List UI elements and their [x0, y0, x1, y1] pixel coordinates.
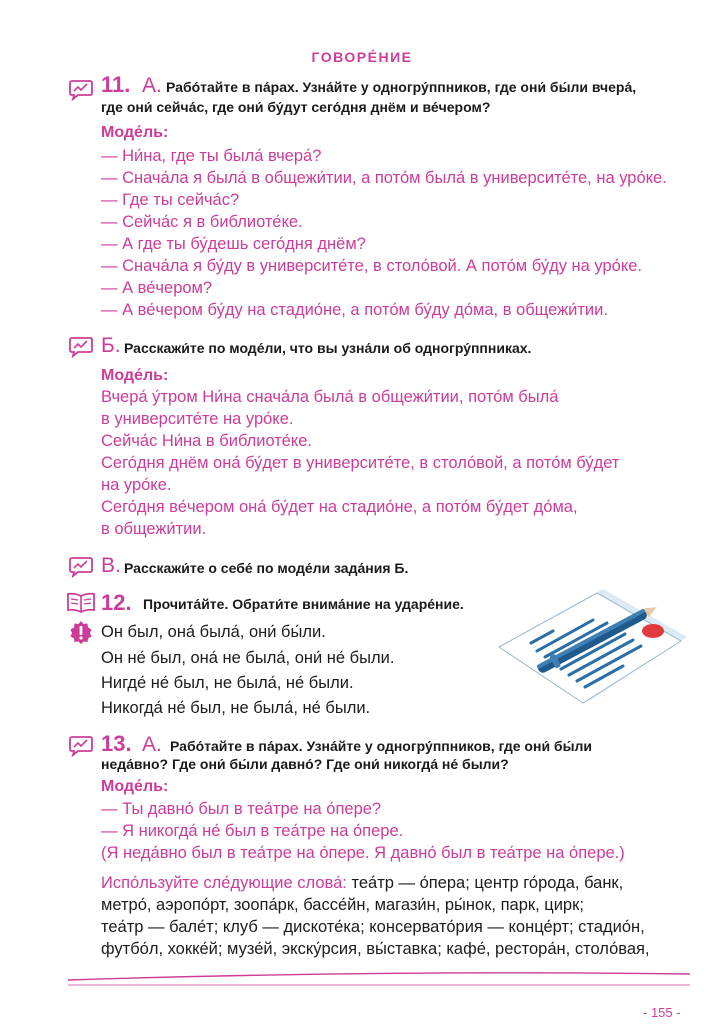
words-line: метро́, аэропо́рт, зоопа́рк, бассе́йн, магази́н, ры́нок, парк, цирк; — [101, 896, 584, 914]
task-13-instruction-line-1: Рабо́тайте в па́рах. Узна́йте у одногру́ппников, где они́ бы́ли — [170, 738, 593, 754]
dialog-line: — Я никогда́ не́ был в теа́тре на о́пере. — [101, 822, 404, 840]
model-text-line: на уро́ке. — [101, 476, 172, 494]
chat-chart-icon — [68, 79, 94, 101]
dialog-line: (Я неда́вно был в теа́тре на о́пере. Я давно́ был в теа́тре на о́пере.) — [101, 844, 625, 862]
task-11-part-b-model-label: Моде́ль: — [101, 367, 169, 384]
dialog-line: — Где ты сейча́с? — [101, 191, 240, 209]
dialog-line: — Снача́ла я была́ в общежи́тии, а пото́м была́ в университе́те, на уро́ке. — [101, 169, 667, 187]
words-line — [101, 874, 623, 893]
page-number: - 155 - — [643, 1005, 681, 1020]
task-11-part-b-instruction: Расскажи́те по моде́ли, что вы узна́ли об одногру́ппниках. — [124, 340, 532, 356]
model-text-line: Вчера́ у́тром Ни́на снача́ла была́ в общежи́тии, пото́м была́ — [101, 388, 559, 406]
open-book-icon — [66, 591, 96, 613]
stress-line: Он был, она́ была́, они́ бы́ли. — [101, 623, 326, 641]
footer-divider — [60, 966, 700, 992]
dialog-line: — Снача́ла я бу́ду в университе́те, в столо́вой. А пото́м бу́ду на уро́ке. — [101, 257, 642, 275]
document-pen-illustration — [495, 585, 695, 705]
task-13-part-a-letter: А. — [142, 733, 162, 756]
chat-chart-icon — [68, 735, 94, 757]
dialog-line: — А ве́чером? — [101, 279, 213, 297]
chat-chart-icon — [68, 336, 94, 358]
words-text: теа́тр — о́пера; центр го́рода, банк, — [351, 874, 624, 892]
task-12-number: 12. — [101, 590, 132, 615]
task-11-part-c-instruction: Расскажи́те о себе́ по моде́ли зада́ния Б. — [124, 560, 409, 576]
task-12-instruction: Прочита́йте. Обрати́те внима́ние на ударе́ние. — [143, 596, 464, 612]
task-11-part-b-letter: Б. — [101, 334, 121, 357]
words-line: теа́тр — бале́т; клуб — дискоте́ка; консервато́рия — конце́рт; стадио́н, — [101, 918, 645, 936]
task-11-model-label: Моде́ль: — [101, 124, 169, 141]
stress-line: Он не́ был, она́ не была́, они́ не́ были. — [101, 649, 395, 667]
task-13-model-label: Моде́ль: — [101, 778, 169, 795]
task-11-number: 11. — [101, 72, 131, 97]
words-line: футбо́л, хокке́й; музе́й, экску́рсия, вы́ставка; кафе́, рестора́н, столо́вая, — [101, 940, 650, 958]
dialog-line: — Ни́на, где ты была́ вчера́? — [101, 147, 322, 165]
task-11-instruction-line-1: Рабо́тайте в па́рах. Узна́йте у одногру́ппников, где они́ бы́ли вчера́, — [166, 79, 637, 95]
model-text-line: Сего́дня днём она́ бу́дет в университе́те, в столо́вой, а пото́м бу́дет — [101, 454, 620, 472]
task-13-instruction-line-2: неда́вно? Где они́ бы́ли давно́? Где они́ никогда́ не́ были? — [101, 756, 509, 772]
stress-line: Никогда́ не́ был, не была́, не́ были. — [101, 699, 371, 717]
dialog-line: — Ты давно́ был в теа́тре на о́пере? — [101, 800, 382, 818]
model-text-line: в университе́те на уро́ке. — [101, 410, 294, 428]
model-text-line: Сейча́с Ни́на в библиоте́ке. — [101, 432, 313, 450]
dialog-line: — А где ты бу́дешь сего́дня днём? — [101, 235, 366, 253]
section-title: ГОВОРЕ́НИЕ — [311, 49, 413, 65]
chat-chart-icon — [68, 556, 94, 578]
task-11-part-a-letter: А. — [142, 74, 162, 97]
model-text-line: в общежи́тии. — [101, 520, 207, 538]
stress-line: Нигде́ не́ был, не была́, не́ были. — [101, 674, 354, 692]
use-words-label: Испо́льзуйте сле́дующие слова́: — [101, 874, 347, 892]
task-13-number: 13. — [101, 731, 132, 756]
task-11-instruction-line-2: где они́ сейча́с, где они́ бу́дут сего́дня днём и ве́чером? — [101, 99, 491, 115]
model-text-line: Сего́дня ве́чером она́ бу́дет на стадио́не, а пото́м бу́дет до́ма, — [101, 498, 578, 516]
task-11-part-c-letter: В. — [101, 554, 121, 577]
dialog-line: — Сейча́с я в библиоте́ке. — [101, 213, 303, 231]
dialog-line: — А ве́чером бу́ду на стадио́не, а пото́м бу́ду до́ма, в общежи́тии. — [101, 301, 608, 319]
exclamation-badge-icon — [69, 620, 93, 644]
